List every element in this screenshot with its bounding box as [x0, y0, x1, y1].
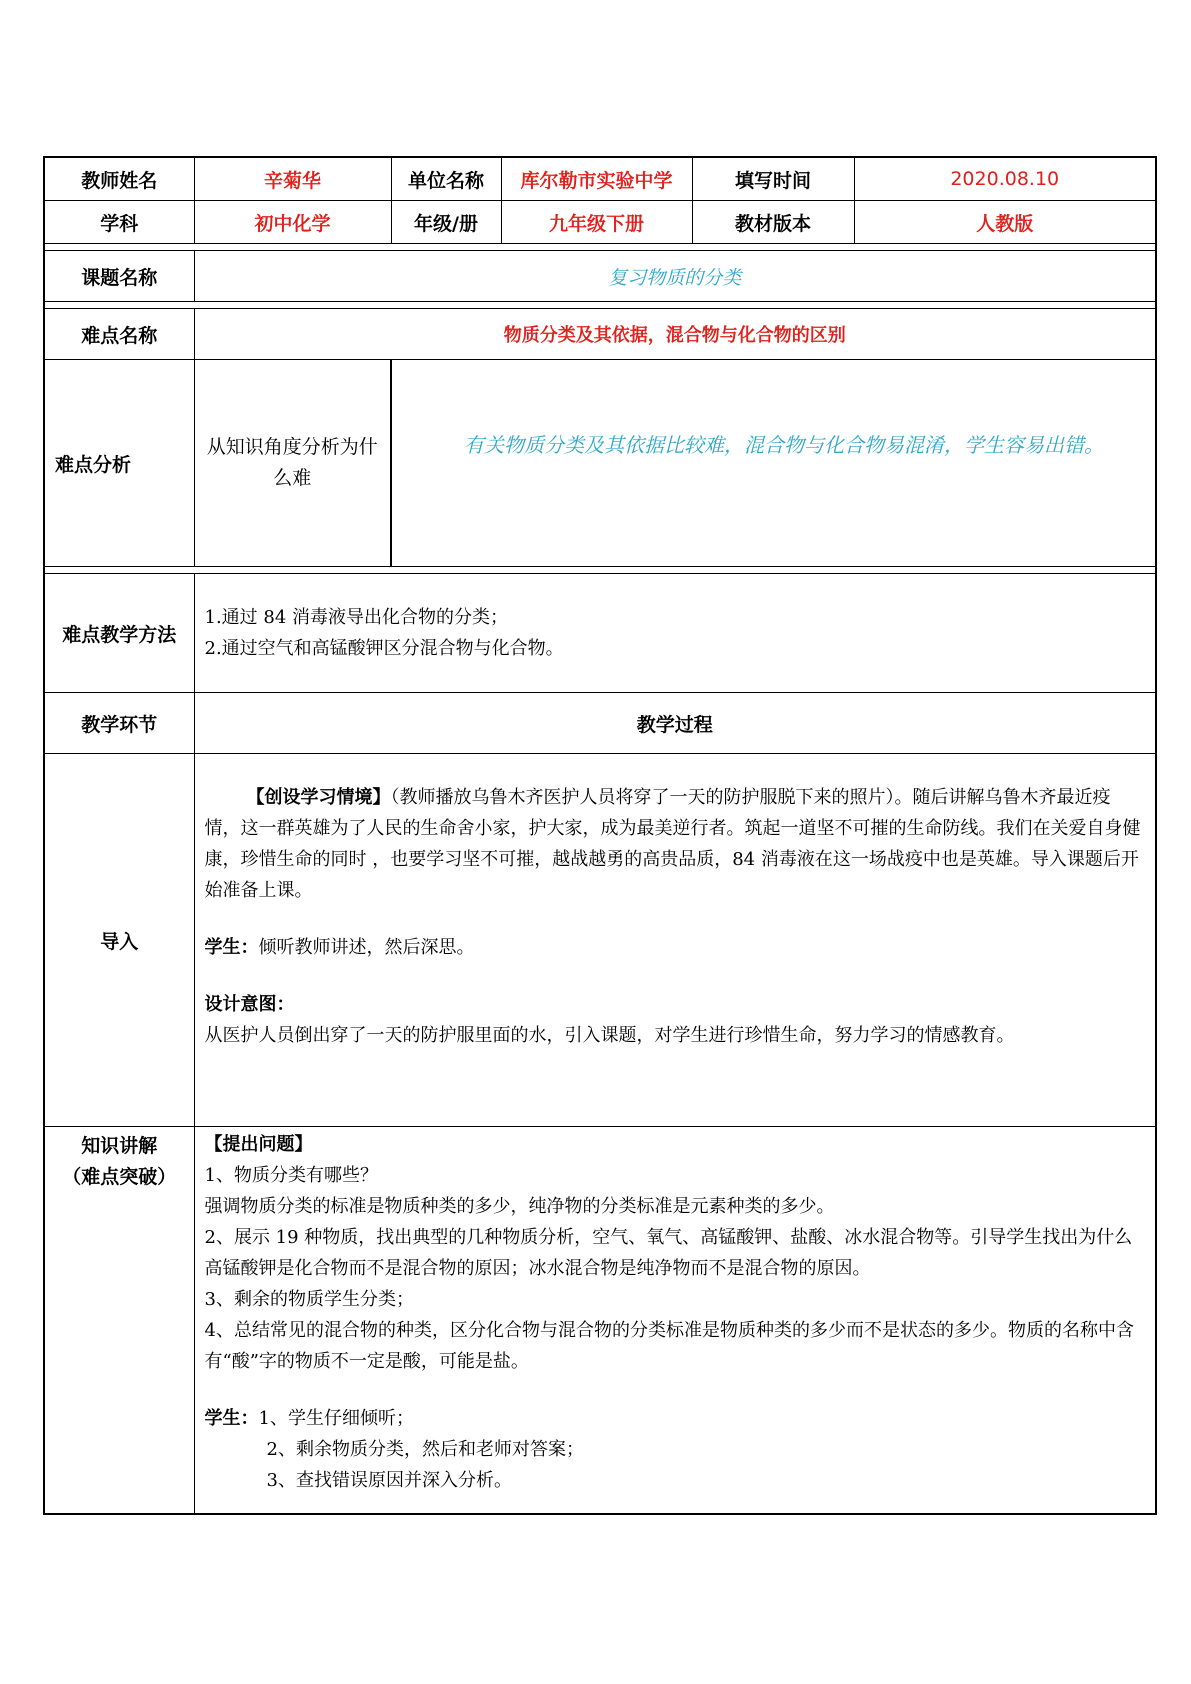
lesson-plan-sheet — [43, 156, 1155, 1515]
grade-label: 年级/册 — [391, 201, 501, 244]
edition-label: 教材版本 — [692, 201, 854, 244]
difficulty-value: 物质分类及其依据，混合物与化合物的区别 — [194, 309, 1156, 360]
process-header-label: 教学环节 — [44, 693, 194, 754]
teacher-value: 辛菊华 — [194, 157, 391, 201]
scenario-title: 【创设学习情境】 — [246, 787, 391, 808]
intro-student-label: 学生： — [204, 937, 259, 958]
subject-value: 初中化学 — [194, 201, 391, 244]
knowledge-label-2: （难点突破） — [62, 1166, 177, 1188]
time-label: 填写时间 — [692, 157, 854, 201]
knowledge-item-5: 4、总结常见的混合物的种类，区分化合物与混合物的分类标准是物质种类的多少而不是状态的多少。物质的名称中含有“酸”字的物质不一定是酸，可能是盐。 — [204, 1320, 1134, 1372]
knowledge-student-1 — [205, 1403, 1146, 1434]
knowledge-student-item-2: 2、剩余物质分类，然后和老师对答案； — [266, 1439, 584, 1460]
edition-value: 人教版 — [854, 201, 1156, 244]
topic-value: 复习物质的分类 — [194, 251, 1156, 302]
topic-label: 课题名称 — [44, 251, 194, 302]
grade-value: 九年级下册 — [501, 201, 692, 244]
knowledge-student-item-1: 1、学生仔细倾听； — [258, 1408, 414, 1429]
knowledge-student-item-3: 3、查找错误原因并深入分析。 — [266, 1470, 512, 1491]
intro-design-text: 从医护人员倒出穿了一天的防护服里面的水，引入课题，对学生进行珍惜生命，努力学习的情感教育。 — [204, 1025, 1015, 1046]
knowledge-item-2: 强调物质分类的标准是物质种类的多少，纯净物的分类标准是元素种类的多少。 — [204, 1196, 835, 1217]
analysis-cell — [391, 360, 1156, 567]
scenario-text: （教师播放乌鲁木齐医护人员将穿了一天的防护服脱下来的照片）。随后讲解乌鲁木齐最近疫情，这一群英雄为了人民的生命舍小家，护大家，成为最美逆行者。筑起一道坚不可摧的生命防线。我们在关爱自身健康，珍惜生命的同时 ，也要学习坚不可摧，越战越勇的高贵品质，84 消毒液在这一场战疫中也是英雄。导入课题后开始准备上课。 — [204, 787, 1141, 901]
analysis-sub-label: 从知识角度分析为什么难 — [194, 360, 391, 567]
process-header-value: 教学过程 — [194, 693, 1156, 754]
method-label: 难点教学方法 — [44, 574, 194, 693]
intro-cell — [194, 754, 1156, 1127]
knowledge-label-cell — [44, 1127, 194, 1515]
intro-design-label: 设计意图： — [204, 994, 295, 1015]
analysis-text: 有关物质分类及其依据比较难，混合物与化合物易混淆，学生容易出错。 — [464, 433, 1104, 457]
unit-value: 库尔勒市实验中学 — [501, 157, 692, 201]
subject-label: 学科 — [44, 201, 194, 244]
method-line-2: 2.通过空气和高锰酸钾区分混合物与化合物。 — [204, 638, 564, 659]
knowledge-student-label: 学生： — [204, 1408, 259, 1429]
intro-label: 导入 — [44, 754, 194, 1127]
question-title: 【提出问题】 — [204, 1134, 313, 1155]
intro-scenario — [205, 782, 1146, 906]
knowledge-item-4: 3、剩余的物质学生分类； — [204, 1289, 414, 1310]
difficulty-label: 难点名称 — [44, 309, 194, 360]
lesson-plan-table — [43, 156, 1157, 1515]
knowledge-item-1: 1、物质分类有哪些？ — [204, 1165, 378, 1186]
time-value: 2020.08.10 — [854, 157, 1156, 201]
analysis-label: 难点分析 — [44, 360, 194, 567]
method-cell — [194, 574, 1156, 693]
knowledge-item-3: 2、展示 19 种物质，找出典型的几种物质分析，空气、氧气、高锰酸钾、盐酸、冰水混合物等。引导学生找出为什么高锰酸钾是化合物而不是混合物的原因；冰水混合物是纯净物而不是混合物的原因。 — [204, 1227, 1133, 1279]
method-line-1: 1.通过 84 消毒液导出化合物的分类； — [204, 607, 509, 628]
knowledge-cell — [194, 1127, 1156, 1515]
intro-student — [205, 932, 1146, 963]
unit-label: 单位名称 — [391, 157, 501, 201]
teacher-label: 教师姓名 — [44, 157, 194, 201]
intro-student-text: 倾听教师讲述，然后深思。 — [258, 937, 475, 958]
knowledge-label-1: 知识讲解 — [81, 1135, 158, 1157]
